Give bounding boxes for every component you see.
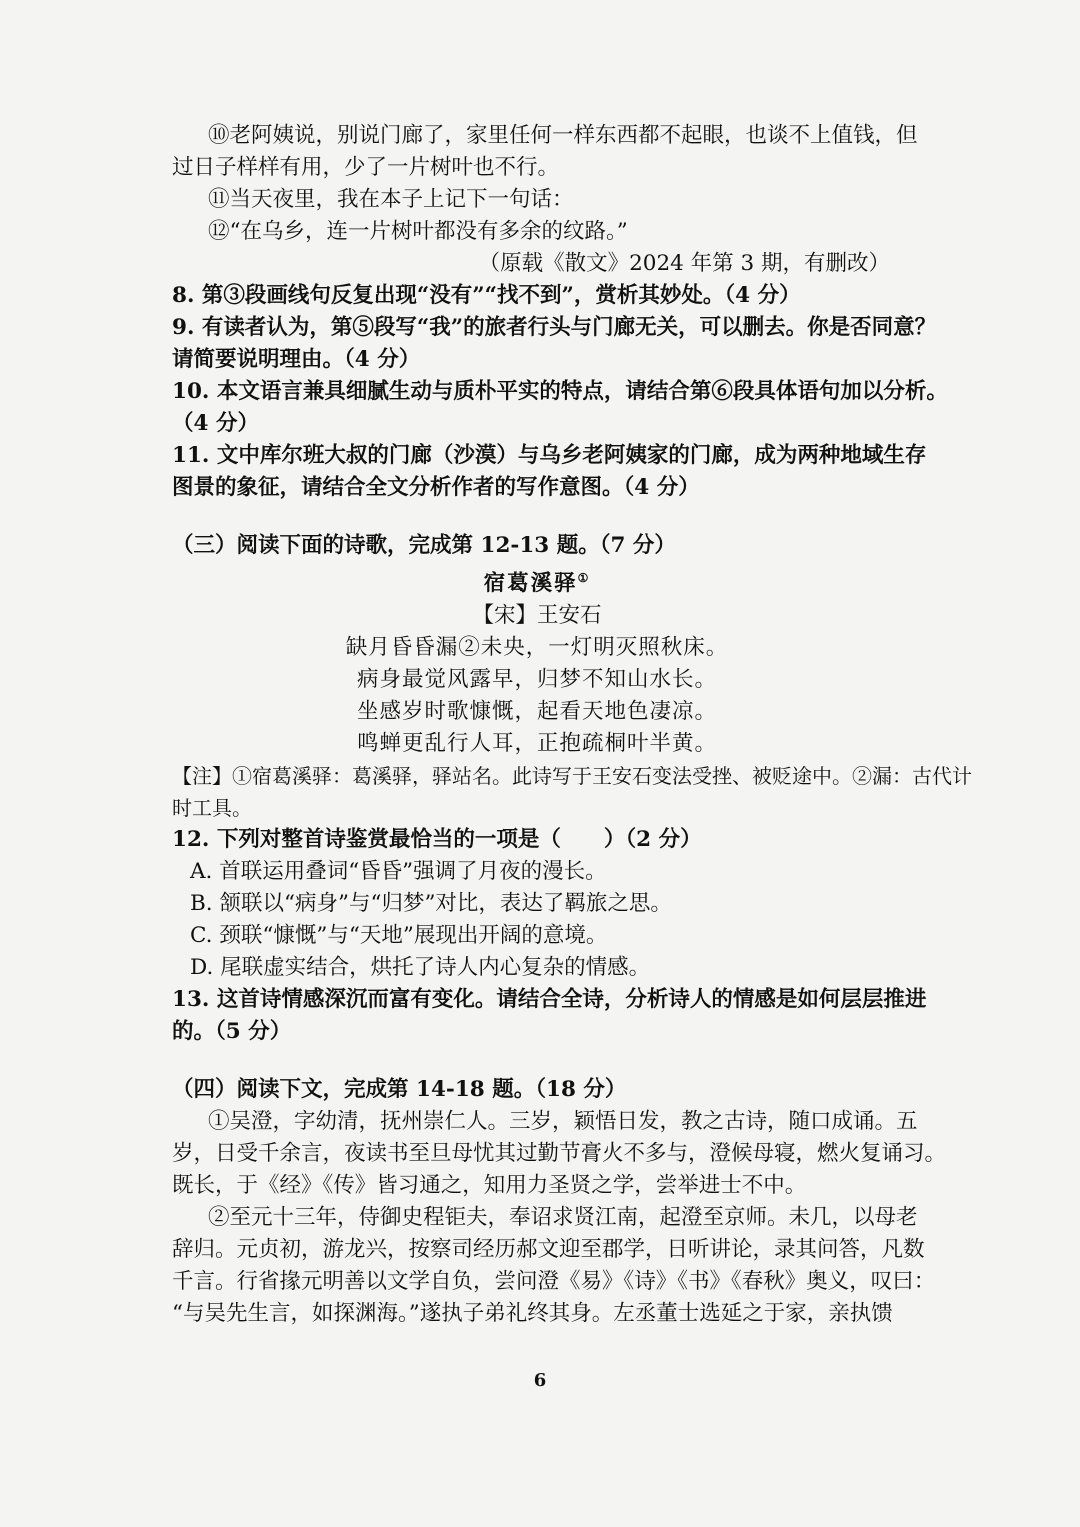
poem-line: 病身最觉风露早，归梦不知山水长。	[356, 667, 717, 693]
poem-title-text: 宿葛溪驿	[483, 571, 578, 597]
passage-source: （原载《散文》2024 年第 3 期，有删改）	[478, 251, 890, 276]
poem-line: 缺月昏昏漏②未央，一灯明灭照秋床。	[345, 635, 729, 661]
question-13-line2: 的。（5 分）	[172, 1019, 292, 1045]
question-13-line1: 13. 这首诗情感深沉而富有变化。请结合全诗，分析诗人的情感是如何层层推进	[172, 987, 927, 1013]
passage-p10-line2: 过日子样样有用，少了一片树叶也不行。	[172, 155, 560, 180]
page-content	[172, 120, 972, 1330]
option-b: B. 颔联以“病身”与“归梦”对比，表达了羁旅之思。	[190, 891, 672, 917]
question-12: 12. 下列对整首诗鉴赏最恰当的一项是（ ）（2 分）	[172, 827, 702, 853]
question-11-line1: 11. 文中库尔班大叔的门廊（沙漠）与乌乡老阿姨家的门廊，成为两种地域生存	[172, 443, 927, 468]
section-3-heading: （三）阅读下面的诗歌，完成第 12-13 题。（7 分）	[172, 533, 676, 558]
question-8: 8. 第③段画线句反复出现“没有”“找不到”，赏析其妙处。（4 分）	[172, 283, 801, 308]
section-4-heading: （四）阅读下文，完成第 14-18 题。（18 分）	[172, 1077, 627, 1103]
passage-p10-line1: ⑩老阿姨说，别说门廊了，家里任何一样东西都不起眼，也谈不上值钱，但	[208, 123, 918, 148]
page-number: 6	[533, 1370, 547, 1391]
poem-note-line2: 时工具。	[172, 796, 252, 821]
poem-line: 坐感岁时歌慷慨，起看天地色凄凉。	[356, 699, 717, 725]
poem-line: 鸣蝉更乱行人耳，正抱疏桐叶半黄。	[356, 731, 717, 757]
poem-title	[172, 562, 902, 600]
question-10-line2: （4 分）	[172, 411, 259, 436]
question-11-line2: 图景的象征，请结合全文分析作者的写作意图。（4 分）	[172, 475, 700, 500]
passage-p11: ⑪当天夜里，我在本子上记下一句话：	[208, 187, 574, 212]
option-a: A. 首联运用叠词“昏昏”强调了月夜的漫长。	[190, 859, 607, 885]
classical-p1-line: ①吴澄，字幼清，抚州崇仁人。三岁，颖悟日发，教之古诗，随口成诵。五	[208, 1109, 918, 1135]
classical-p2-line: 辞归。元贞初，游龙兴，按察司经历郝文迎至郡学，日听讲论，录其问答，凡数	[172, 1237, 925, 1263]
option-d: D. 尾联虚实结合，烘托了诗人内心复杂的情感。	[190, 955, 651, 981]
poem-note-line1: 【注】①宿葛溪驿：葛溪驿，驿站名。此诗写于王安石变法受挫、被贬途中。②漏：古代计	[172, 764, 972, 789]
classical-p2-line: 千言。行省掾元明善以文学自负，尝问澄《易》《诗》《书》《春秋》奥义，叹曰：	[172, 1269, 936, 1295]
question-9-line2: 请简要说明理由。（4 分）	[172, 347, 421, 372]
classical-p1-line: 既长，于《经》《传》皆习通之，知用力圣贤之学，尝举进士不中。	[172, 1173, 807, 1199]
question-10-line1: 10. 本文语言兼具细腻生动与质朴平实的特点，请结合第⑥段具体语句加以分析。	[172, 379, 948, 404]
poem-title-note-mark: ①	[577, 571, 591, 585]
classical-p2-line: ②至元十三年，侍御史程钜夫，奉诏求贤江南，起澄至京师。未几，以母老	[208, 1205, 918, 1231]
classical-p1-line: 岁，日受千余言，夜读书至旦母忧其过勤节膏火不多与，澄候母寝，燃火复诵习。	[172, 1141, 947, 1167]
classical-p2-line: “与吴先生言，如探渊海。”遂执子弟礼终其身。左丞董士选延之于家，亲执馈	[172, 1301, 893, 1327]
question-9-line1: 9. 有读者认为，第⑤段写“我”的旅者行头与门廊无关，可以删去。你是否同意？	[172, 315, 937, 340]
passage-p12: ⑫“在乌乡，连一片树叶都没有多余的纹路。”	[208, 219, 628, 244]
poem-author: 【宋】王安石	[472, 603, 602, 629]
option-c: C. 颈联“慷慨”与“天地”展现出开阔的意境。	[190, 923, 608, 949]
